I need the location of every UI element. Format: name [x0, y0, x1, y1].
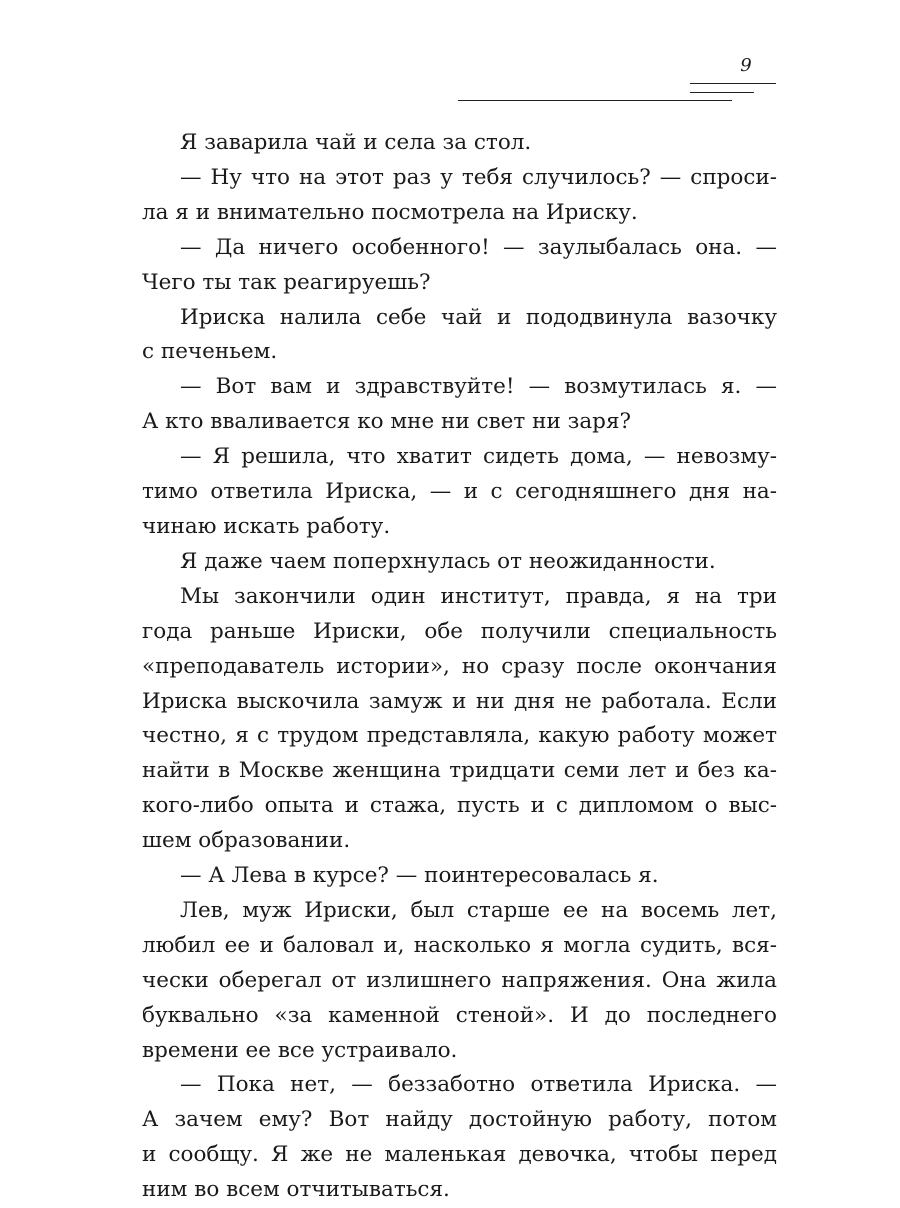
- paragraph: [142, 370, 777, 440]
- text-line: найти в Москве женщина тридцати семи лет и без ка-: [142, 758, 777, 784]
- paragraph: [142, 231, 777, 301]
- text-line: — Ну что на этот раз у тебя случилось? — спроси-: [180, 164, 777, 190]
- paragraph: [142, 161, 777, 231]
- text-line: А кто вваливается ко мне ни свет ни заря?: [142, 409, 632, 435]
- text-line: Я даже чаем поперхнулась от неожиданности.: [180, 548, 716, 574]
- text-line: Я заварила чай и села за стол.: [180, 130, 532, 155]
- text-line: любил ее и баловал и, насколько я могла судить, вся-: [142, 932, 777, 958]
- text-line: чески оберегал от излишнего напряжения. Она жила: [142, 967, 777, 993]
- text-line: А зачем ему? Вот найду достойную работу, потом: [142, 1107, 777, 1133]
- text-line: ним во всем отчитываться.: [142, 1177, 450, 1203]
- header-rule-middle: [690, 92, 754, 93]
- text-line: — Пока нет, — беззаботно ответила Ириска. —: [180, 1072, 777, 1098]
- paragraph: [142, 545, 777, 580]
- text-line: «преподаватель истории», но сразу после окончания: [142, 653, 777, 679]
- text-line: тимо ответила Ириска, — и с сегодняшнего дня на-: [142, 479, 777, 505]
- text-line: Ириска налила себе чай и пододвинула вазочку: [180, 304, 777, 330]
- paragraph: [142, 1068, 777, 1208]
- header-rule-bottom: [458, 100, 732, 101]
- body-text: [142, 126, 777, 1208]
- paragraph: [142, 894, 777, 1069]
- text-line: буквально «за каменной стеной». И до последнего: [142, 1002, 777, 1028]
- text-line: и сообщу. Я же не маленькая девочка, чтобы перед: [142, 1142, 777, 1168]
- paragraph: [142, 580, 777, 859]
- text-line: ла я и внимательно посмотрела на Ириску.: [142, 199, 638, 225]
- header-rule-top: [690, 83, 776, 84]
- text-line: времени ее все устраивало.: [142, 1037, 458, 1063]
- text-line: с печеньем.: [142, 339, 278, 365]
- paragraph: [142, 859, 777, 894]
- text-line: Мы закончили один институт, правда, я на три: [180, 583, 777, 609]
- text-line: Чего ты так реагируешь?: [142, 269, 431, 295]
- paragraph: [142, 440, 777, 545]
- text-line: кого-либо опыта и стажа, пусть и с дипломом о выс-: [142, 793, 777, 819]
- text-line: — Я решила, что хватит сидеть дома, — невозму-: [180, 444, 777, 470]
- text-line: — А Лева в курсе? — поинтересовалась я.: [180, 863, 659, 889]
- text-line: года раньше Ириски, обе получили специальность: [142, 618, 777, 644]
- page-number: 9: [740, 55, 752, 76]
- text-line: — Вот вам и здравствуйте! — возмутилась я. —: [180, 374, 777, 400]
- text-line: — Да ничего особенного! — заулыбалась она. —: [180, 234, 777, 260]
- text-line: чинаю искать работу.: [142, 513, 391, 539]
- text-line: Ириска выскочила замуж и ни дня не работала. Если: [142, 688, 777, 714]
- text-line: честно, я с трудом представляла, какую работу может: [142, 723, 777, 749]
- paragraph: [142, 126, 777, 161]
- paragraph: [142, 301, 777, 371]
- text-line: Лев, муж Ириски, был старше ее на восемь лет,: [180, 897, 777, 923]
- text-line: шем образовании.: [142, 828, 351, 854]
